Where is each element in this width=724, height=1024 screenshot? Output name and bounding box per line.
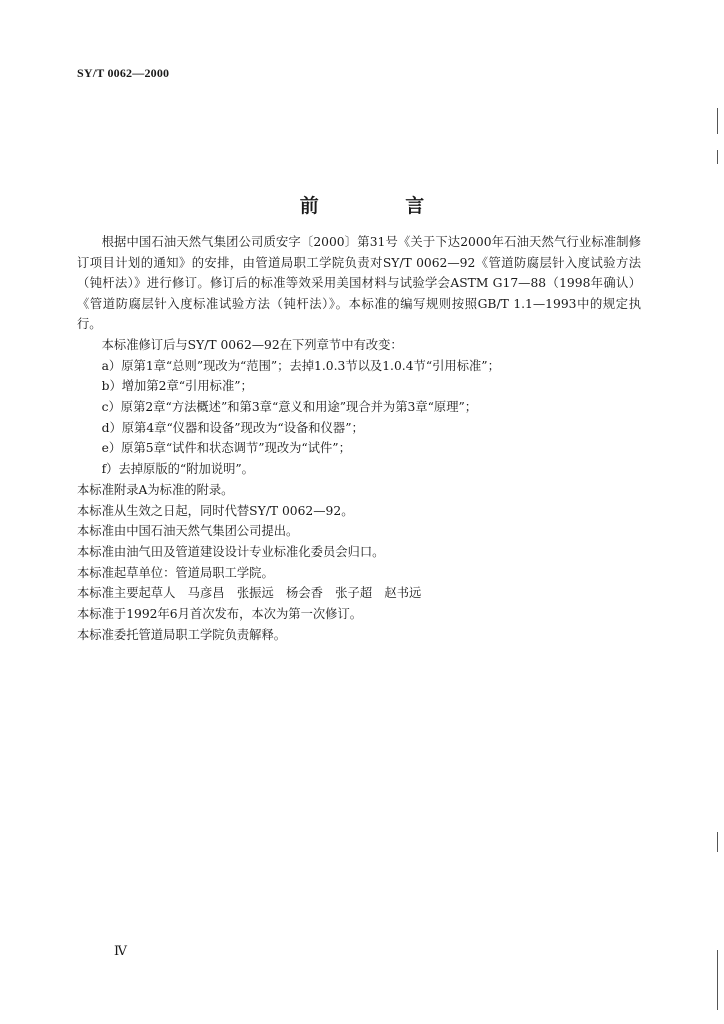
intro-paragraph: 根据中国石油天然气集团公司质安字〔2000〕第31号《关于下达2000年石油天然气行业标准制修订项目计划的通知》的安排，由管道局职工学院负责对SY/T 0062—92《管道防腐层针入度试验方法（钝杆法）》进行修订。修订后的标准等效采用美国材料与试验学会ASTM G17—88（1998年确认）《管道防腐层针入度标准试验方法（钝杆法）》。本标准的编写规则按照GB/T 1.1—1993中的规定执行。: [77, 235, 641, 331]
scan-edge-mark-lower: [717, 832, 718, 852]
statement-publication: 本标准于1992年6月首次发布，本次为第一次修订。: [77, 606, 363, 621]
statement-appendix: 本标准附录A为标准的附录。: [77, 482, 234, 497]
body-lines: [77, 335, 647, 645]
statement-effective: 本标准从生效之日起，同时代替SY/T 0062—92。: [77, 503, 354, 518]
change-item-f: f）去掉原版的“附加说明”。: [101, 462, 254, 477]
changes-intro: 本标准修订后与SY/T 0062—92在下列章节中有改变：: [101, 338, 403, 352]
scan-edge-mark-mid: [717, 150, 718, 164]
change-item-b: b）增加第2章“引用标准”；: [101, 379, 253, 394]
change-item-e: e）原第5章“试件和状态调节”现改为“试件”；: [101, 441, 351, 456]
scan-edge-mark-top: [717, 108, 718, 134]
change-item-d: d）原第4章“仪器和设备”现改为“设备和仪器”；: [101, 420, 364, 435]
page-number: Ⅳ: [114, 943, 127, 958]
change-item-a: a）原第1章“总则”现改为“范围”；去掉1.0.3节以及1.0.4节“引用标准”；: [101, 358, 500, 373]
page-title: 前 言: [299, 195, 465, 217]
statement-drafters: 本标准主要起草人 马彦昌 张振远 杨会香 张子超 赵书远: [77, 586, 422, 601]
change-item-c: c）原第2章“方法概述”和第3章“意义和用途”现合并为第3章“原理”；: [101, 400, 478, 415]
standard-code: SY/T 0062—2000: [77, 66, 170, 80]
scan-edge-mark-bottom: [717, 950, 718, 1010]
statement-interpretation: 本标准委托管道局职工学院负责解释。: [77, 627, 287, 642]
statement-drafting-unit: 本标准起草单位：管道局职工学院。: [77, 565, 274, 580]
statement-committee: 本标准由油气田及管道建设设计专业标准化委员会归口。: [77, 544, 385, 559]
statement-proposer: 本标准由中国石油天然气集团公司提出。: [77, 524, 299, 539]
